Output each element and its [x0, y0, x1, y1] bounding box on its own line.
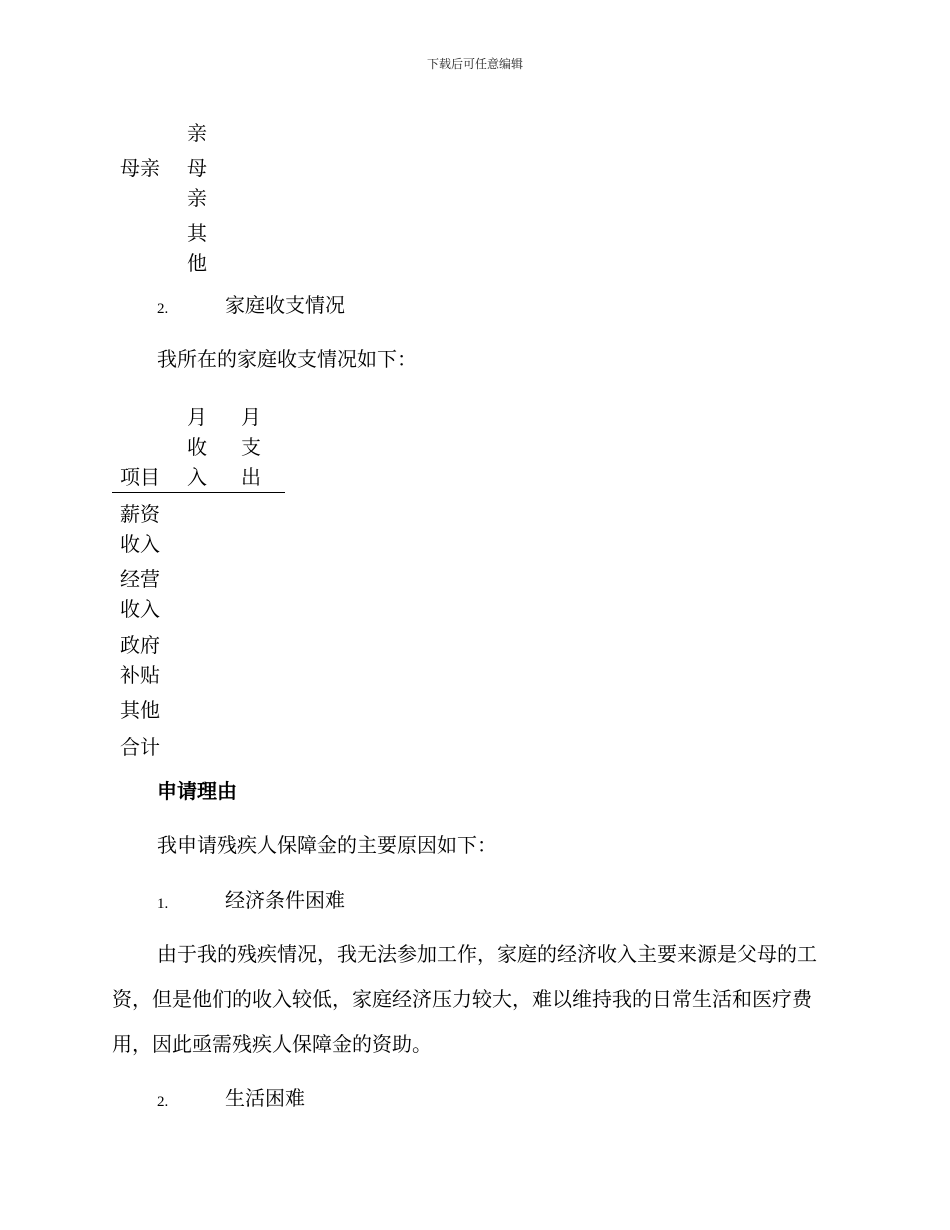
- family-relation-char: 他: [187, 251, 207, 275]
- income-header-char: 入: [187, 465, 207, 489]
- income-table-rule: [112, 492, 285, 493]
- income-row-total: 合计: [120, 735, 160, 759]
- reason-1-body: 由于我的残疾情况，我无法参加工作，家庭的经济收入主要来源是父母的工资，但是他们的收入较低，家庭经济压力较大，难以维持我的日常生活和医疗费用，因此亟需残疾人保障金的资助。: [112, 942, 817, 1056]
- income-header-char: 月: [187, 405, 207, 429]
- family-relation-char: 其: [187, 221, 207, 245]
- family-relation-char: 母: [187, 156, 207, 180]
- income-row-business-line1: 经营: [120, 567, 160, 591]
- reasons-heading: 申请理由: [157, 779, 237, 803]
- section-income-title: 家庭收支情况: [225, 293, 345, 317]
- reason-2-number: 2.: [157, 1094, 169, 1110]
- family-relation-char: 亲: [187, 121, 207, 145]
- section-income-number: 2.: [157, 301, 169, 317]
- reason-1-number: 1.: [157, 896, 169, 912]
- income-header-char: 支: [241, 435, 261, 459]
- reasons-intro: 我申请残疾人保障金的主要原因如下：: [157, 833, 497, 857]
- income-row-salary-line2: 收入: [120, 532, 160, 556]
- family-relation-other: [185, 218, 209, 278]
- income-header-char: 收: [187, 435, 207, 459]
- page-header: 下载后可任意编辑: [426, 57, 523, 71]
- income-row-other: 其他: [120, 698, 160, 722]
- family-row-label: 母亲: [120, 156, 160, 180]
- income-header-expense: [239, 402, 263, 492]
- reason-2-title: 生活困难: [225, 1086, 305, 1110]
- family-relation-mother: [185, 153, 209, 213]
- income-row-subsidy-line2: 补贴: [120, 663, 160, 687]
- reason-1-title: 经济条件困难: [225, 888, 345, 912]
- income-header-char: 月: [241, 405, 261, 429]
- income-row-business-line2: 收入: [120, 597, 160, 621]
- income-header-item: 项目: [120, 465, 160, 489]
- income-header-income: [185, 402, 209, 492]
- income-header-char: 出: [241, 465, 261, 489]
- income-row-subsidy-line1: 政府: [120, 633, 160, 657]
- section-income-intro: 我所在的家庭收支情况如下：: [157, 347, 417, 371]
- income-row-salary-line1: 薪资: [120, 502, 160, 526]
- family-relation-top: [185, 118, 209, 148]
- family-relation-char: 亲: [187, 186, 207, 210]
